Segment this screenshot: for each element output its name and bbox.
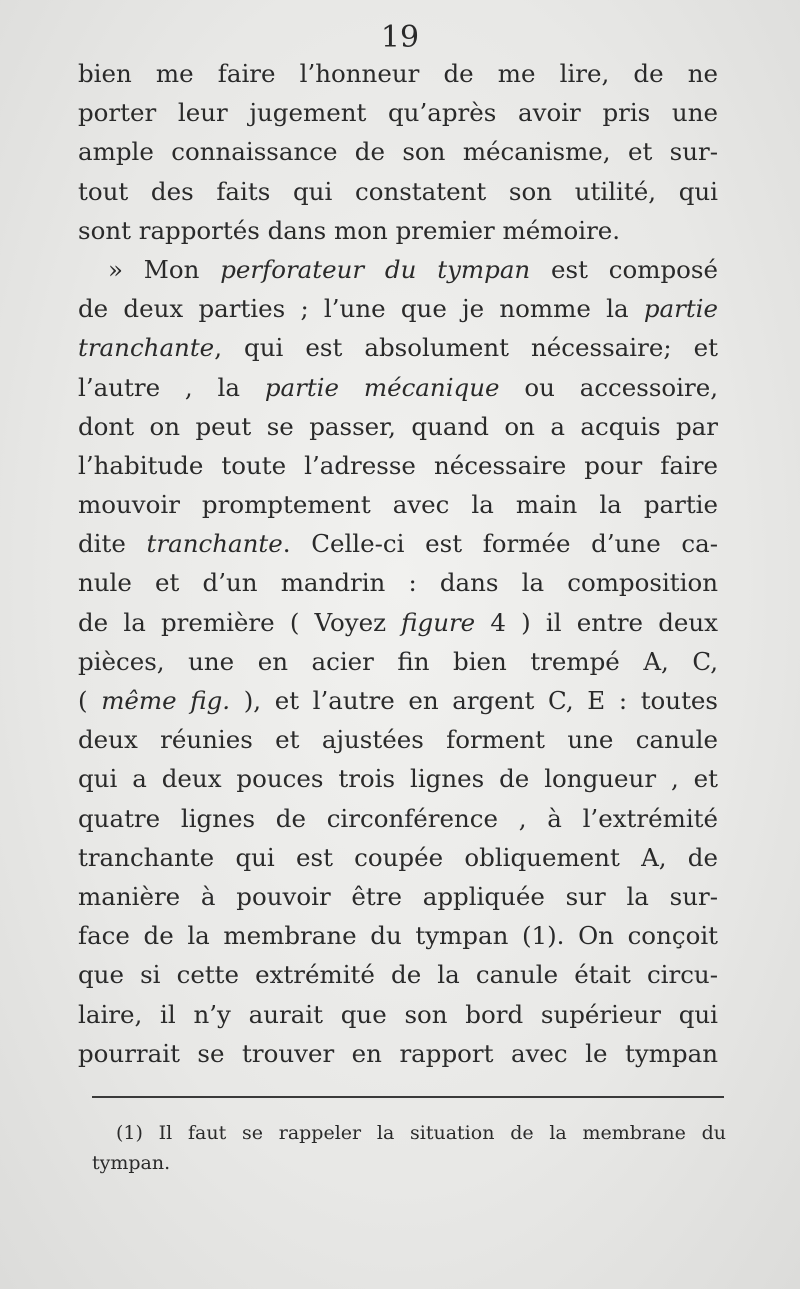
text-line <box>78 681 718 720</box>
text-line <box>78 328 718 367</box>
italic-term: partie mécanique <box>264 372 500 402</box>
italic-term: tranchante <box>146 529 283 559</box>
text-line <box>78 524 718 563</box>
text-line <box>78 250 718 289</box>
footnote-line: tympan. <box>92 1152 171 1174</box>
text-line: quatre lignes de circonférence , à l’extrémité <box>78 803 718 833</box>
page-number: 19 <box>380 20 420 55</box>
text-line <box>78 603 718 642</box>
text-line: dont on peut se passer, quand on a acquis par <box>78 411 718 441</box>
text-line <box>78 289 718 328</box>
text-line: manière à pouvoir être appliquée sur la sur- <box>78 881 718 911</box>
text-line: que si cette extrémité de la canule était circu- <box>78 960 718 990</box>
text-line: tranchante qui est coupée obliquement A, de <box>78 842 718 872</box>
footnote-divider <box>92 1096 724 1098</box>
text-run: de deux parties ; l’une que je nomme la <box>78 294 644 324</box>
text-line: sont rapportés dans mon premier mémoire. <box>78 215 621 245</box>
text-run: , qui est absolument nécessaire; et <box>214 333 718 363</box>
main-text <box>78 54 718 1073</box>
text-line: l’habitude toute l’adresse nécessaire pour faire <box>78 450 718 480</box>
text-line: porter leur jugement qu’après avoir pris une <box>78 98 718 128</box>
italic-term: figure <box>401 607 476 637</box>
text-line: laire, il n’y aurait que son bord supérieur qui <box>78 999 718 1029</box>
text-line: tout des faits qui constatent son utilité, qui <box>78 176 718 206</box>
text-line: nule et d’un mandrin : dans la composition <box>78 568 718 598</box>
text-line: pièces, une en acier fin bien trempé A, C, <box>78 646 718 676</box>
italic-term: tranchante <box>78 333 215 363</box>
text-run: ), et l’autre en argent C, E : toutes <box>230 686 718 715</box>
text-run: . Celle-ci est formée d’une ca- <box>282 529 718 559</box>
text-line: mouvoir promptement avec la main la partie <box>78 490 718 520</box>
italic-term: perforateur du tympan <box>220 254 531 284</box>
text-line: ample connaissance de son mécanisme, et sur- <box>78 137 718 167</box>
text-line: pourrait se trouver en rapport avec le tympan <box>78 1038 718 1068</box>
footnote-line: (1) Il faut se rappeler la situation de la membrane du <box>116 1122 726 1144</box>
text-line: bien me faire l’honneur de me lire, de ne <box>78 59 718 88</box>
footnote <box>92 1118 726 1178</box>
text-run: de la première ( Voyez <box>78 607 402 637</box>
italic-term: partie <box>643 294 718 324</box>
text-run: l’autre , la <box>78 372 265 402</box>
text-line: deux réunies et ajustées forment une canule <box>78 725 718 755</box>
text-run: est composé <box>530 254 718 284</box>
italic-term: même fig. <box>101 686 231 715</box>
text-run: ( <box>78 686 102 715</box>
text-run: » Mon <box>108 254 221 284</box>
text-line: face de la membrane du tympan (1). On conçoit <box>78 921 718 951</box>
text-run: ou accessoire, <box>499 372 718 402</box>
text-run: dite <box>78 529 147 559</box>
text-run: 4 ) il entre deux <box>475 607 718 637</box>
text-line <box>78 368 718 407</box>
text-line: qui a deux pouces trois lignes de longueur , et <box>78 764 718 794</box>
